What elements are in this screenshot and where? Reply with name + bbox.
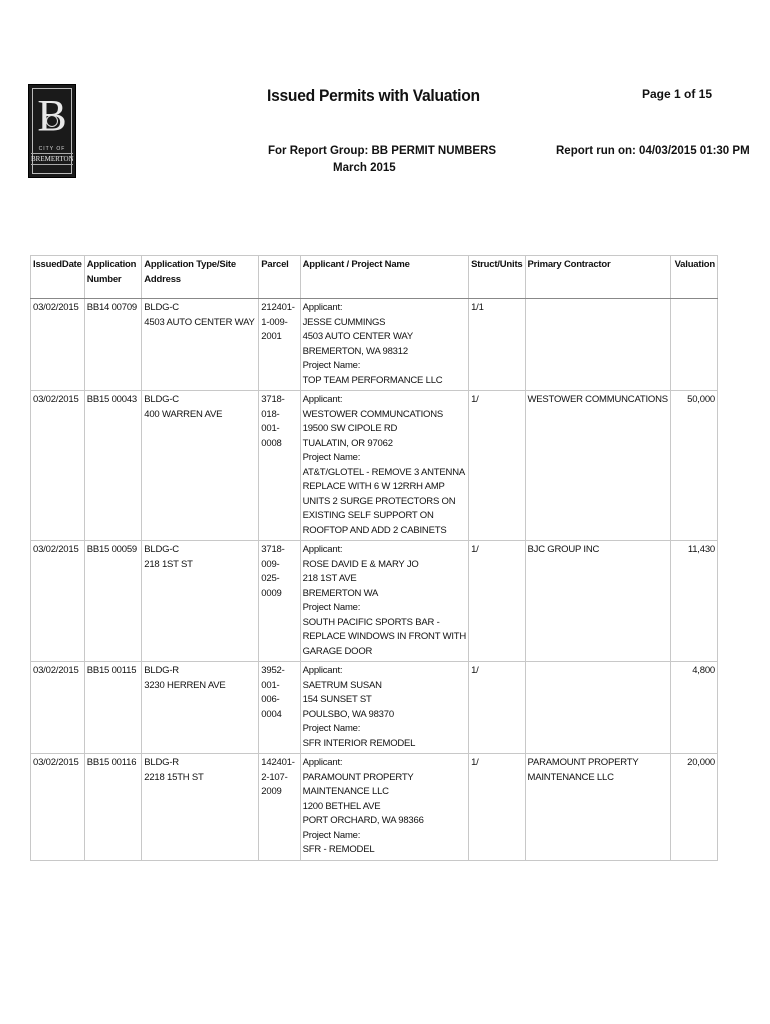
contractor-cell <box>525 299 670 391</box>
cell-line: EXISTING SELF SUPPORT ON <box>302 510 434 521</box>
cell-line: SOUTH PACIFIC SPORTS BAR - <box>302 616 440 628</box>
applicant-cell <box>300 541 468 662</box>
issued-date-cell: 03/02/2015 <box>31 754 85 861</box>
application-type-cell <box>142 754 259 861</box>
cell-line: BREMERTON WA <box>302 587 379 599</box>
cell-line: PARAMOUNT PROPERTY <box>527 757 639 768</box>
application-type-cell <box>142 391 259 541</box>
cell-line: AT&T/GLOTEL - REMOVE 3 ANTENNA <box>302 466 466 478</box>
parcel-cell: 3718-009-025-0009 <box>259 541 300 662</box>
cell-line: 218 1ST AVE <box>302 573 357 584</box>
cell-line: MAINTENANCE LLC <box>302 786 389 797</box>
application-number-cell: BB15 00116 <box>84 754 142 861</box>
cell-line: 400 WARREN AVE <box>144 408 223 420</box>
cell-line: 2218 15TH ST <box>144 771 204 783</box>
cell-line: JESSE CUMMINGS <box>302 316 386 328</box>
cell-line: 218 1ST ST <box>144 558 193 570</box>
cell-line: BLDG-C <box>144 394 179 405</box>
cell-line: Applicant: <box>302 757 343 768</box>
cell-line: REPLACE WITH 6 W 12RRH AMP <box>302 481 445 492</box>
contractor-cell <box>525 391 670 541</box>
cell-line: PARAMOUNT PROPERTY <box>302 771 414 783</box>
col-application-type: Application Type/Site Address <box>142 256 259 299</box>
struct-units-cell: 1/ <box>469 541 525 662</box>
applicant-cell <box>300 391 468 541</box>
cell-line: Applicant: <box>302 394 343 405</box>
page-number: Page 1 of 15 <box>641 87 712 101</box>
cell-line: TOP TEAM PERFORMANCE LLC <box>302 374 443 386</box>
report-title: Issued Permits with Valuation <box>267 86 480 105</box>
col-applicant: Applicant / Project Name <box>300 256 468 299</box>
applicant-cell <box>300 662 468 754</box>
cell-line: PORT ORCHARD, WA 98366 <box>302 815 424 826</box>
logo-city-of: CITY OF <box>38 146 66 152</box>
valuation-cell: 4,800 <box>670 662 717 754</box>
cell-line: Project Name: <box>302 829 361 841</box>
cell-line: SFR INTERIOR REMODEL <box>302 737 416 749</box>
cell-line: MAINTENANCE LLC <box>527 771 614 783</box>
logo-city-name: BREMERTON <box>31 155 74 163</box>
issued-date-cell: 03/02/2015 <box>31 541 85 662</box>
valuation-cell <box>670 299 717 391</box>
cell-line: Project Name: <box>302 360 361 371</box>
seal-icon <box>46 115 58 127</box>
cell-line: 1200 BETHEL AVE <box>302 800 381 812</box>
application-number-cell: BB15 00043 <box>84 391 142 541</box>
application-number-cell: BB15 00059 <box>84 541 142 662</box>
col-valuation: Valuation <box>670 256 717 299</box>
cell-line: BJC GROUP INC <box>527 544 600 555</box>
cell-line: POULSBO, WA 98370 <box>302 708 394 720</box>
cell-line: BLDG-C <box>144 302 179 313</box>
parcel-cell: 3952-001-006-0004 <box>259 662 300 754</box>
applicant-cell <box>300 754 468 861</box>
table-row <box>31 299 718 391</box>
cell-line: UNITS 2 SURGE PROTECTORS ON <box>302 495 456 507</box>
parcel-cell: 212401-1-009-2001 <box>259 299 300 391</box>
contractor-cell <box>525 754 670 861</box>
cell-line: TUALATIN, OR 97062 <box>302 437 393 449</box>
table-row <box>31 662 718 754</box>
issued-date-cell: 03/02/2015 <box>31 391 85 541</box>
cell-line: Applicant: <box>302 302 343 313</box>
parcel-cell: 3718-018-001-0008 <box>259 391 300 541</box>
issued-date-cell: 03/02/2015 <box>31 299 85 391</box>
cell-line: WESTOWER COMMUNCATIONS <box>527 394 668 405</box>
city-logo <box>28 84 76 178</box>
application-type-cell <box>142 299 259 391</box>
report-run-date: Report run on: 04/03/2015 01:30 PM <box>556 145 750 157</box>
application-type-cell <box>142 541 259 662</box>
applicant-cell <box>300 299 468 391</box>
cell-line: BREMERTON, WA 98312 <box>302 345 408 357</box>
table-row <box>31 391 718 541</box>
struct-units-cell: 1/ <box>469 754 525 861</box>
cell-line: SFR - REMODEL <box>302 844 375 855</box>
cell-line: 4503 AUTO CENTER WAY <box>302 331 413 342</box>
struct-units-cell: 1/1 <box>469 299 525 391</box>
struct-units-cell: 1/ <box>469 391 525 541</box>
permits-table <box>30 255 718 861</box>
application-type-cell <box>142 662 259 754</box>
cell-line: ROOFTOP AND ADD 2 CABINETS <box>302 524 447 536</box>
col-parcel: Parcel <box>259 256 300 299</box>
cell-line: Applicant: <box>302 544 343 555</box>
application-number-cell: BB14 00709 <box>84 299 142 391</box>
parcel-cell: 142401-2-107-2009 <box>259 754 300 861</box>
application-number-cell: BB15 00115 <box>84 662 142 754</box>
cell-line: 154 SUNSET ST <box>302 694 372 705</box>
contractor-cell <box>525 662 670 754</box>
cell-line: ROSE DAVID E & MARY JO <box>302 558 419 570</box>
logo-letter: B <box>37 91 67 140</box>
cell-line: BLDG-R <box>144 757 179 768</box>
report-month: March 2015 <box>333 162 396 174</box>
cell-line: REPLACE WINDOWS IN FRONT WITH <box>302 631 467 642</box>
table-header-row <box>31 256 718 299</box>
valuation-cell: 50,000 <box>670 391 717 541</box>
table-row <box>31 541 718 662</box>
cell-line: GARAGE DOOR <box>302 645 373 657</box>
struct-units-cell: 1/ <box>469 662 525 754</box>
col-application-number: Application Number <box>84 256 142 299</box>
col-struct-units: Struct/Units <box>469 256 525 299</box>
cell-line: Applicant: <box>302 665 343 676</box>
issued-date-cell: 03/02/2015 <box>31 662 85 754</box>
col-primary-contractor: Primary Contractor <box>525 256 670 299</box>
cell-line: 19500 SW CIPOLE RD <box>302 423 398 434</box>
report-group: For Report Group: BB PERMIT NUMBERS <box>268 145 497 157</box>
cell-line: SAETRUM SUSAN <box>302 679 382 691</box>
cell-line: Project Name: <box>302 723 361 734</box>
valuation-cell: 20,000 <box>670 754 717 861</box>
cell-line: BLDG-C <box>144 544 179 555</box>
col-issued-date: IssuedDate <box>31 256 85 299</box>
cell-line: 4503 AUTO CENTER WAY <box>144 316 255 328</box>
cell-line: Project Name: <box>302 602 361 613</box>
contractor-cell <box>525 541 670 662</box>
cell-line: BLDG-R <box>144 665 179 676</box>
cell-line: Project Name: <box>302 452 361 463</box>
cell-line: WESTOWER COMMUNCATIONS <box>302 408 443 420</box>
table-row <box>31 754 718 861</box>
valuation-cell: 11,430 <box>670 541 717 662</box>
cell-line: 3230 HERREN AVE <box>144 679 226 691</box>
